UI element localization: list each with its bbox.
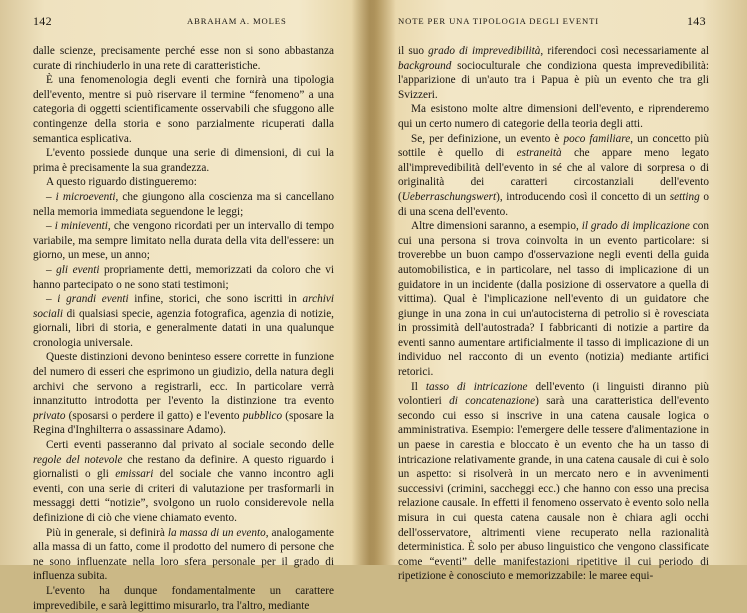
text-run: Ma esistono molte altre dimensioni dell'evento, e riprenderemo qui un certo numero di categorie della teoria degli atti. [398,103,709,130]
paragraph [398,44,709,102]
text-run: – [46,293,58,306]
italic-text: poco familiare [563,132,631,145]
text-run: propriamente detti, memorizzati da coloro che vi hanno partecipato o ne sono stati testimoni; [33,263,334,291]
italic-text: estraneità [516,147,562,160]
italic-text: Ueberraschungswert [401,190,497,203]
italic-text: setting [669,190,700,203]
text-run: – [46,263,57,276]
italic-text: la massa di un evento [167,526,266,539]
right-page [380,0,747,583]
italic-text: i microeventi [55,190,116,203]
text-run: di qualsiasi specie, agenzia fotografica, agenzia di notizie, giornali, libri di storia, e generalmente datati in una qualunque cronologia universale. [33,307,334,349]
text-run: infine, storici, che sono iscritti in [128,293,303,306]
text-run: ), introducendo così il concetto di un [496,190,670,203]
text-run: dell'evento (i linguisti diranno più volontieri [398,380,709,408]
text-run: , che giungono alla coscienza ma si cancellano nella memoria immediata seguendone le leggi; [33,190,335,218]
text-run: A questo riguardo distingueremo: [46,176,197,189]
paragraph [33,350,334,438]
list-item [33,190,334,219]
running-head-right: NOTE PER UNA TIPOLOGIA DEGLI EVENTI [398,16,600,26]
text-run: , che vengono ricordati per un intervallo di tempo variabile, ma sempre limitato nella durata della vita dell'essere: un giorno, un mese, un anno; [33,220,335,262]
italic-text: il grado di implicazione [581,220,690,233]
paragraph [398,380,709,584]
list-item [33,263,334,292]
running-head-left: ABRAHAM A. MOLES [187,16,287,26]
text-run: il suo [398,45,429,57]
text-run: Il [411,380,426,393]
text-run: , analogamente alla massa di un fatto, come il prodotto del numero di persone che ne sono influenzate nella loro sfera personale per il grado di influenza subita. [33,526,334,583]
paragraph [33,438,334,526]
text-run: del sociale che vanno incontro agli eventi, con una serie di criteri di valutazione per trasformarli in messaggi detti “notizie”, svolgono un ruolo considerevole nella definizione di ciò che viene chiamato evento. [33,468,334,524]
paragraph [398,102,709,131]
paragraph [33,44,334,73]
italic-text: regole del notevole [33,453,123,466]
text-run: socioculturale che condiziona questa imprevedibilità: l'apparizione di un'auto tra i Papua è più un evento che tra gli Svizzeri. [398,59,709,101]
italic-text: tasso di intricazione [425,380,528,393]
list-item [33,219,334,263]
paragraph [33,146,334,175]
text-run: che restano da definire. A questo riguardo i giornalisti o gli [33,453,334,481]
text-run: (sposare la Regina d'Inghilterra o assassinare Adamo). [33,409,335,437]
text-run: Più in generale, si definirà [46,526,168,539]
left-page [0,0,372,612]
left-text-column [33,44,334,613]
text-run: Queste distinzioni devono beninteso essere corrette in funzione del numero di esseri che esprimono un giudizio, della natura degli archivi che servono a registrarli, ecc. In particolare verrà innanzitutto introdotta per l'evento la distinzione tra evento [33,351,334,408]
text-run: Certi eventi passeranno dal privato al sociale secondo delle [46,439,334,452]
page-number-right: 143 [687,14,706,28]
italic-text: emissari [115,468,154,481]
italic-text: privato [33,409,66,422]
italic-text: pubblico [242,409,283,422]
text-run: – [46,190,56,203]
italic-text: grado di imprevedibilità [428,45,541,57]
right-text-column [398,44,709,584]
paragraph [33,526,334,584]
page-number-left: 142 [33,14,52,28]
italic-text: i grandi eventi [57,293,129,306]
italic-text: di concatenazione [449,395,536,408]
paragraph [33,73,334,146]
text-run: con cui una persona si trova coinvolta in un evento particolare: si troverebbe un buon campo d'osservazione negli eventi della guida automobilistica, e in particolare, nel tasso di implicazione di un guidatore in un incidente (dalla posizione di osservatore a quella di vittima). Qual è l'implicazione nell'evento di un guidatore che giunge in una zona in cui un'autocisterna di petrolio si è rovesciata in prossimità dell'autostrada? I fabbricanti di notizie a partire da eventi sanno aumentare artificialmente il tasso di implicazione di un individuo nel racconto di un evento (notizia) mediante artifici retorici. [398,220,709,379]
text-run: Se, per definizione, un evento è [411,132,564,145]
text-run: ) sarà una caratteristica dell'evento secondo cui esso si inscrive in una catena causale logica o amministrativa. Esempio: l'emergere delle tessere d'alimentazione in un paese in carestia e bloccato è un evento che ha un tasso di intricazione relativamente grande, in una catena causale di cui è solo un aspetto: si risolverà in un mercato nero e in avvenimenti successivi (crimini, saccheggi ecc.) che hanno con esso una precisa relazione causale. In effetti il fenomeno osservato è evento solo nella misura in cui questa catena causale non è chiara agli occhi dell'osservatore, altrimenti viene recuperato nella razionalità deterministica. È solo per abuso linguistico che vengono classificate come “eventi” delle manifestazioni ripetitive il cui periodo di ripetizione è conosciuto e memorizzabile: le maree equi- [398,395,709,583]
italic-text: gli eventi [56,263,100,276]
text-run: , un concetto più sottile è quello di [398,132,710,160]
italic-text: archivi sociali [33,293,334,320]
list-item [33,292,334,350]
text-run: (sposarsi o perdere il gatto) e l'evento [65,409,243,422]
paragraph [33,175,334,190]
text-run: o di una scena dell'evento. [398,190,709,218]
text-run: L'evento ha dunque fondamentalmente un carattere imprevedibile, e sarà legittimo misurarlo, tra l'altro, mediante [33,584,334,612]
paragraph [398,219,709,380]
text-run: – [46,220,55,233]
text-run: È una fenomenologia degli eventi che fornirà una tipologia dell'evento, mentre si può riservare il termine “fenomeno” a una categoria di oggetti scientificamente osservabili che sfuggono alle contingenze della storia e sono parzialmente ricuperati dalla semantica esplicativa. [33,74,334,145]
paragraph [398,132,709,220]
text-run: Altre dimensioni saranno, a esempio, [411,220,582,233]
text-run: L'evento possiede dunque una serie di dimensioni, di cui la prima è precisamente la sua grandezza. [33,147,334,174]
text-run: dalle scienze, precisamente perché esse non si sono abbastanza curate di rinchiuderlo in una rete di caratteristiche. [33,45,334,72]
italic-text: i minieventi [54,220,108,233]
paragraph [33,584,334,613]
text-run: che appare meno legato all'imprevedibilità dell'evento in sé che al valore di sorpresa o di originalità dei caratteri circostanziali dell'evento ( [398,147,709,203]
text-run: , riferendoci così necessariamente al [540,45,710,57]
italic-text: background [398,59,452,72]
